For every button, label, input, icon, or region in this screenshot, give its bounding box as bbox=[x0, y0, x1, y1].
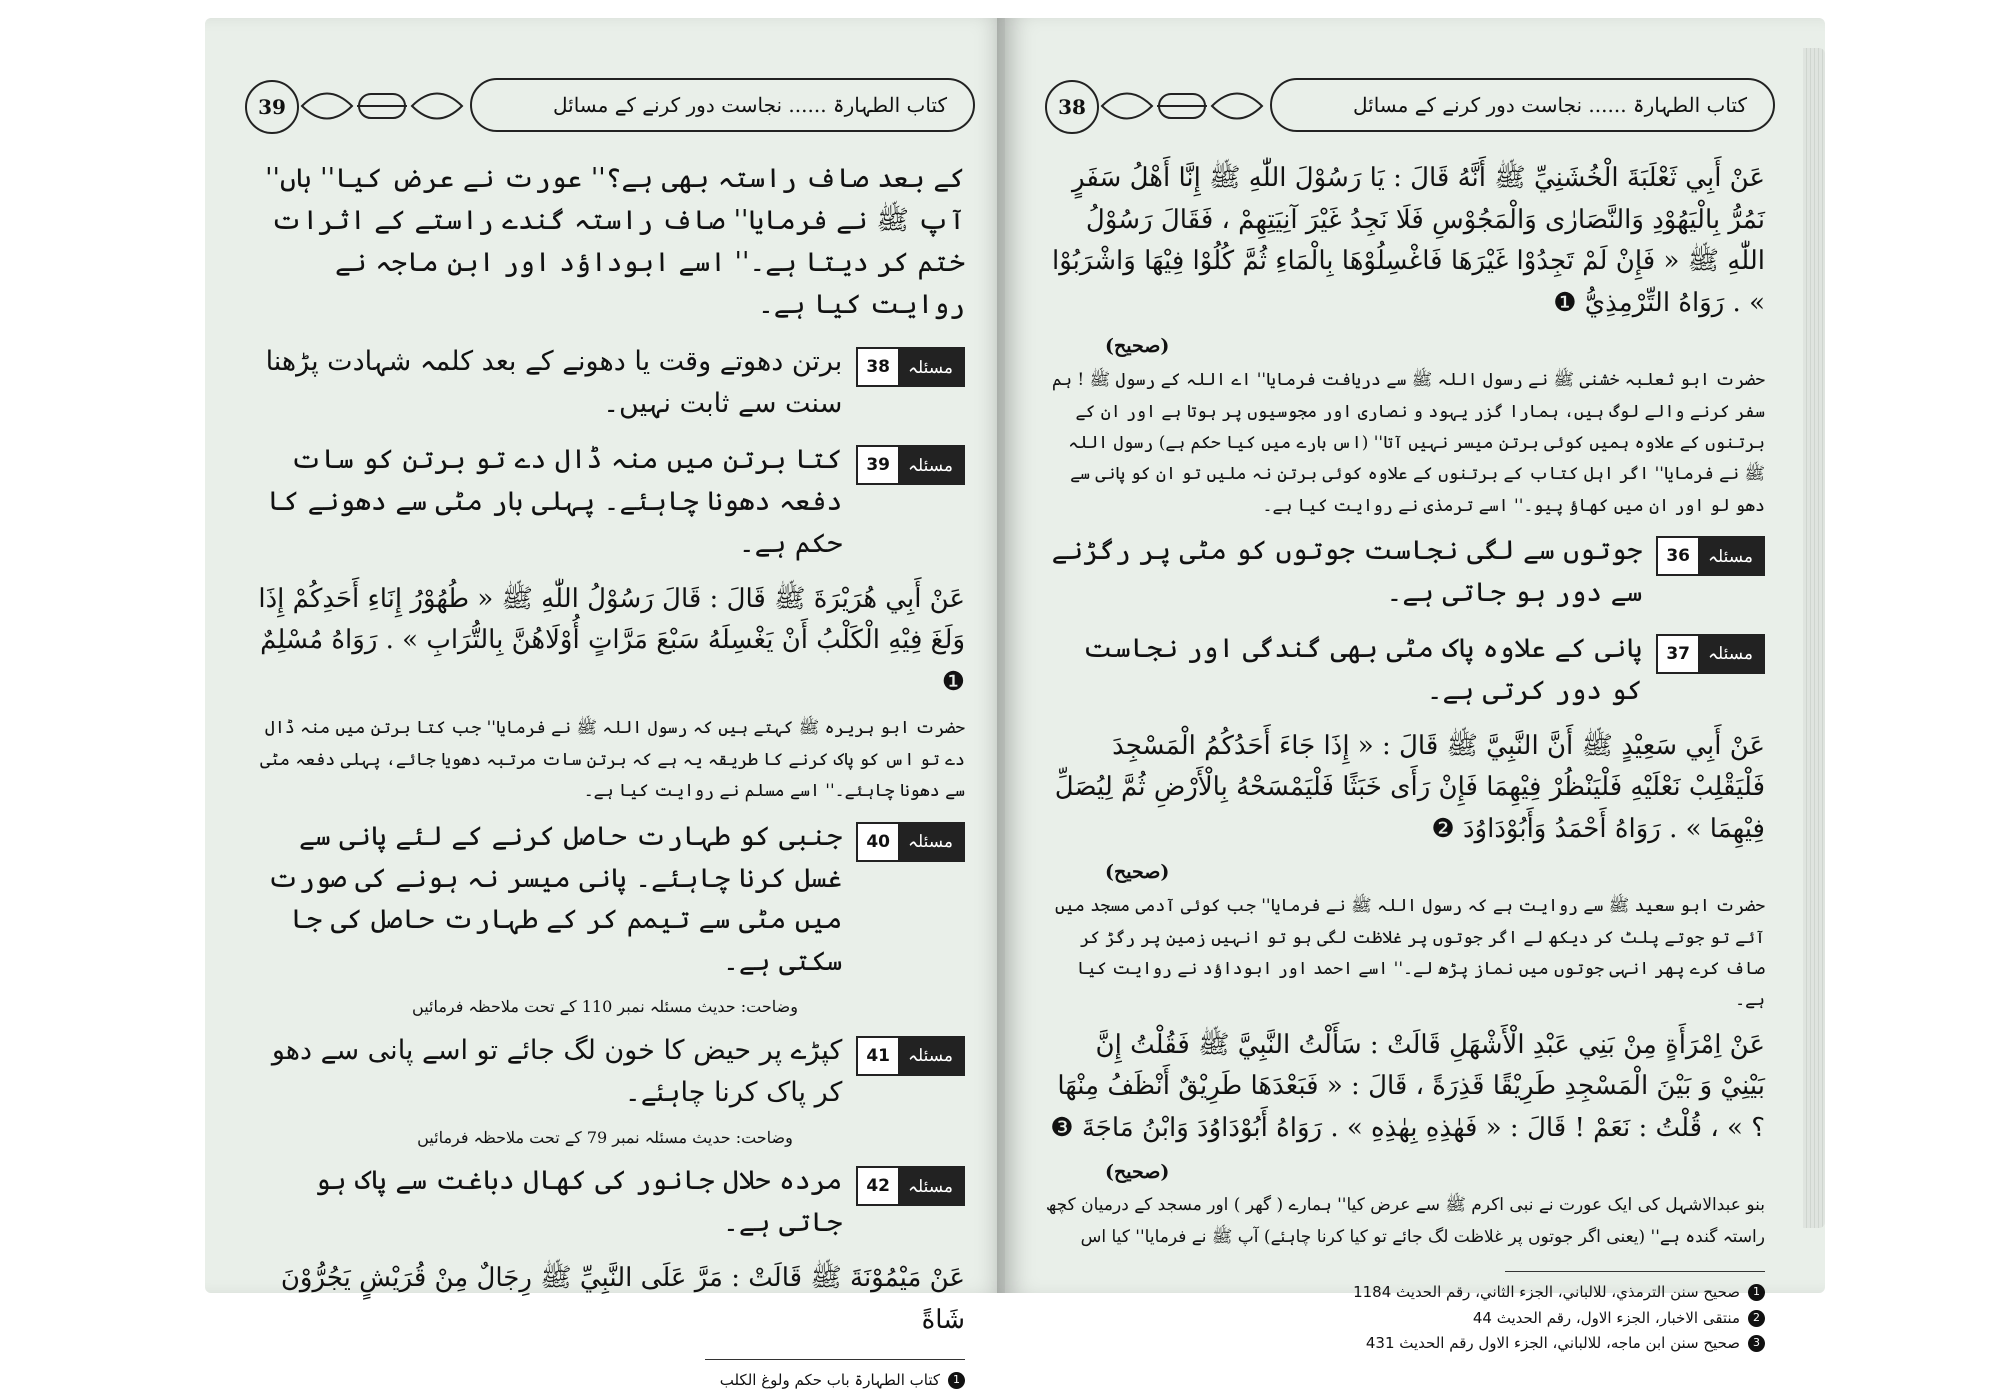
left-page-content bbox=[245, 158, 965, 1394]
masala-block bbox=[1045, 530, 1765, 614]
masala-block bbox=[1045, 628, 1765, 712]
masala-number: 42 bbox=[858, 1168, 898, 1204]
translation-paragraph: بنو عبدالاشہل کی ایک عورت نے نبی اکرم ﷺ سے عرض کیا'' ہمارے ( گھر ) اور مسجد کے درمیان کچھ راستہ گندہ ہے'' (یعنی اگر جوتوں پر غلاظت لگ جائے تو کیا کرنا چاہئے) آپ ﷺ نے فرمایا'' کیا اس bbox=[1045, 1195, 1765, 1247]
footnote bbox=[245, 1368, 965, 1394]
masala-text: جوتوں سے لگی نجاست جوتوں کو مٹی پر رگڑنے سے دور ہو جاتی ہے۔ bbox=[1051, 535, 1643, 609]
masala-number: 37 bbox=[1658, 636, 1698, 672]
masala-block bbox=[245, 1030, 965, 1114]
masala-badge bbox=[856, 822, 965, 862]
masala-number: 38 bbox=[858, 349, 898, 385]
masala-text: پانی کے علاوہ پاک مٹی بھی گندگی اور نجاست کو دور کرتی ہے۔ bbox=[1083, 632, 1643, 706]
footnote-divider bbox=[705, 1359, 965, 1360]
footnote-text: کتاب الطہارۃ باب حکم ولوغ الکلب bbox=[719, 1371, 940, 1390]
masala-label: مسئلہ bbox=[898, 824, 963, 860]
footnote-number: 1 bbox=[948, 1372, 965, 1389]
masala-number: 36 bbox=[1658, 538, 1698, 574]
masala-text: کتا برتن میں منہ ڈال دے تو برتن کو سات دفعہ دھونا چاہئے۔ پہلی بار مٹی سے دھونے کا حکم ہے۔ bbox=[267, 444, 843, 559]
masala-block bbox=[245, 1160, 965, 1244]
footnote bbox=[1045, 1306, 1765, 1332]
masala-label: مسئلہ bbox=[898, 349, 963, 385]
masala-badge bbox=[856, 1166, 965, 1206]
left-page-header bbox=[245, 76, 975, 136]
open-book bbox=[185, 18, 1845, 1390]
urdu-paragraph: کے بعد صاف راستہ بھی ہے؟'' عورت نے عرض کیا'' ہاں'' آپ ﷺ نے فرمایا'' صاف راستہ گندے راستے کے اثرات ختم کر دیتا ہے۔'' اسے ابوداؤد اور ابن ماجہ نے روایت کیا ہے۔ bbox=[265, 163, 965, 320]
ornament-icon bbox=[297, 76, 467, 136]
arabic-hadith: عَنْ اِمْرَأَةٍ مِنْ بَنِي عَبْدِ الْأَشْهَلِ قَالَتْ : سَأَلْتُ النَّبِيَّ ﷺ فَقُلْتُ إِنَّ بَيْنِيْ وَ بَيْنَ الْمَسْجِدِ طَرِيْقًا قَذِرَةً ، قَالَ : « فَبَعْدَهَا طَرِيْقٌ أَنْظَفُ مِنْهَا ؟ » ، قُلْتُ : نَعَمْ ! قَالَ : « فَهٰذِهِ بِهٰذِهِ » . رَوَاهُ أَبُوْدَاوُدَ وَابْنُ مَاجَةَ ❸ bbox=[1050, 1029, 1765, 1144]
masala-block bbox=[245, 816, 965, 983]
ornament-icon bbox=[1097, 76, 1267, 136]
arabic-hadith: عَنْ أَبِي هُرَيْرَةَ ﷺ قَالَ : قَالَ رَسُوْلُ اللّٰهِ ﷺ « طُهُوْرُ إِنَاءِ أَحَدِكُمْ إِذَا وَلَغَ فِيْهِ الْكَلْبُ أَنْ يَغْسِلَهُ سَبْعَ مَرَّاتٍ أُوْلَاهُنَّ بِالتُّرَابِ » . رَوَاهُ مُسْلِمٌ ❶ bbox=[258, 583, 965, 697]
masala-number: 40 bbox=[858, 824, 898, 860]
masala-text: مردہ حلال جانور کی کھال دباغت سے پاک ہو جاتی ہے۔ bbox=[314, 1165, 843, 1239]
masala-number: 39 bbox=[858, 447, 898, 483]
masala-text: برتن دھوتے وقت یا دھونے کے بعد کلمہ شہادت پڑھنا سنت سے ثابت نہیں۔ bbox=[265, 346, 843, 420]
footnote-text: صحيح سنن ابن ماجه، للالباني، الجزء الاول رقم الحديث 431 bbox=[1365, 1334, 1740, 1353]
arabic-hadith: عَنْ مَيْمُوْنَةَ ﷺ قَالَتْ : مَرَّ عَلَى النَّبِيِّ ﷺ رِجَالٌ مِنْ قُرَيْشٍ يَجُرُّوْنَ شَاةً bbox=[280, 1263, 965, 1335]
masala-text: جنبی کو طہارت حاصل کرنے کے لئے پانی سے غسل کرنا چاہئے۔ پانی میسر نہ ہونے کی صورت میں مٹی سے تیمم کر کے طہارت حاصل کی جا سکتی ہے۔ bbox=[267, 820, 843, 978]
footnote-number: 3 bbox=[1748, 1335, 1765, 1352]
clarification-note: وضاحت: حدیث مسئلہ نمبر 110 کے تحت ملاحظہ فرمائیں bbox=[412, 997, 798, 1017]
footnote-text: صحيح سنن الترمذي، للالباني، الجزء الثاني، رقم الحديث 1184 bbox=[1353, 1283, 1740, 1302]
masala-text: کپڑے پر حیض کا خون لگ جائے تو اسے پانی سے دھو کر پاک کرنا چاہئے۔ bbox=[271, 1034, 843, 1108]
masala-block bbox=[245, 439, 965, 565]
masala-label: مسئلہ bbox=[898, 1168, 963, 1204]
masala-badge bbox=[1656, 634, 1765, 674]
masala-label: مسئلہ bbox=[1698, 636, 1763, 672]
masala-label: مسئلہ bbox=[898, 1038, 963, 1074]
masala-number: 41 bbox=[858, 1038, 898, 1074]
page-edges bbox=[1803, 48, 1825, 1228]
translation-paragraph: حضرت ابو ہریرہ ﷺ کہتے ہیں کہ رسول اللہ ﷺ نے فرمایا'' جب کتا برتن میں منہ ڈال دے تو اس کو پاک کرنے کا طریقہ یہ ہے کہ برتن سات مرتبہ دھویا جائے، پہلی دفعہ مٹی سے دھونا چاہئے۔'' اسے مسلم نے روایت کیا ہے۔ bbox=[260, 718, 965, 802]
translation-paragraph: حضرت ابو سعید ﷺ سے روایت ہے کہ رسول اللہ ﷺ نے فرمایا'' جب کوئی آدمی مسجد میں آئے تو جوتے پلٹ کر دیکھ لے اگر جوتوں پر غلاظت لگی ہو تو انہیں زمین پر رگڑ کر صاف کرے پھر انہی جوتوں میں نماز پڑھ لے۔'' اسے احمد اور ابوداؤد نے روایت کیا ہے۔ bbox=[1054, 896, 1765, 1011]
page-number: 38 bbox=[1045, 80, 1099, 134]
grading-label: (صحیح) bbox=[1105, 1160, 1170, 1183]
header-title: کتاب الطہارۃ ...... نجاست دور کرنے کے مسائل bbox=[1352, 93, 1747, 117]
masala-badge bbox=[1656, 536, 1765, 576]
arabic-hadith: عَنْ أَبِي سَعِيْدٍ ﷺ أَنَّ النَّبِيَّ ﷺ قَالَ : « إِذَا جَاءَ أَحَدُكُمُ الْمَسْجِدَ فَلْيَقْلِبْ نَعْلَيْهِ فَلْيَنْظُرْ فِيْهِمَا فَإِنْ رَأَى خَبَثًا فَلْيَمْسَحْهُ بِالْأَرْضِ ثُمَّ لِيُصَلِّ فِيْهِمَا » . رَوَاهُ أَحْمَدُ وَأَبُوْدَاوُدَ ❷ bbox=[1054, 730, 1765, 844]
footnote-number: 2 bbox=[1748, 1310, 1765, 1327]
arabic-hadith: عَنْ أَبِي ثَعْلَبَةَ الْخُشَنِيِّ ﷺ أَنَّهُ قَالَ : يَا رَسُوْلَ اللّٰهِ ﷺ إِنَّا أَهْلُ سَفَرٍ نَمُرُّ بِالْيَهُوْدِ وَالنَّصَارٰى وَالْمَجُوْسِ فَلَا نَجِدُ غَيْرَ آنِيَتِهِمْ ، فَقَالَ رَسُوْلُ اللّٰهِ ﷺ « فَإِنْ لَمْ تَجِدُوْا غَيْرَهَا فَاغْسِلُوْهَا بِالْمَاءِ ثُمَّ كُلُوْا فِيْهَا وَاشْرَبُوْا » . رَوَاهُ التِّرْمِذِيُّ ❶ bbox=[1052, 163, 1765, 318]
right-page-content bbox=[1045, 158, 1765, 1357]
masala-badge bbox=[856, 347, 965, 387]
grading-label: (صحیح) bbox=[1105, 335, 1170, 358]
right-page-header bbox=[1045, 76, 1775, 136]
masala-badge bbox=[856, 1036, 965, 1076]
masala-label: مسئلہ bbox=[898, 447, 963, 483]
footnote-text: منتقى الاخبار، الجزء الاول، رقم الحديث 44 bbox=[1472, 1308, 1740, 1327]
footnote bbox=[1045, 1280, 1765, 1306]
footnote-number: 1 bbox=[1748, 1284, 1765, 1301]
header-title: کتاب الطہارۃ ...... نجاست دور کرنے کے مسائل bbox=[552, 93, 947, 117]
left-page bbox=[205, 18, 1005, 1390]
grading-label: (صحیح) bbox=[1105, 861, 1170, 884]
footnote bbox=[1045, 1331, 1765, 1357]
translation-paragraph: حضرت ابو ثعلبہ خشنی ﷺ نے رسول اللہ ﷺ سے دریافت فرمایا'' اے اللہ کے رسول ﷺ ! ہم سفر کرنے والے لوگ ہیں، ہمارا گزر یہود و نصاری اور مجوسیوں پر ہوتا ہے اور ان کے برتنوں کے علاوہ ہمیں کوئی برتن میسر نہیں آتا'' (اس بارے میں کیا حکم ہے) رسول اللہ ﷺ نے فرمایا'' اگر اہل کتاب کے برتنوں کے علاوہ کوئی برتن نہ ملیں تو ان کو پانی سے دھو لو اور ان میں کھاؤ پیو۔'' اسے ترمذی نے روایت کیا ہے۔ bbox=[1052, 370, 1765, 516]
footnote-divider bbox=[1505, 1271, 1765, 1272]
masala-block bbox=[245, 341, 965, 425]
clarification-note: وضاحت: حدیث مسئلہ نمبر 79 کے تحت ملاحظہ فرمائیں bbox=[417, 1127, 793, 1147]
page-number: 39 bbox=[245, 80, 299, 134]
header-frame bbox=[1270, 78, 1775, 132]
header-frame bbox=[470, 78, 975, 132]
masala-label: مسئلہ bbox=[1698, 538, 1763, 574]
right-page bbox=[1005, 18, 1825, 1353]
masala-badge bbox=[856, 445, 965, 485]
